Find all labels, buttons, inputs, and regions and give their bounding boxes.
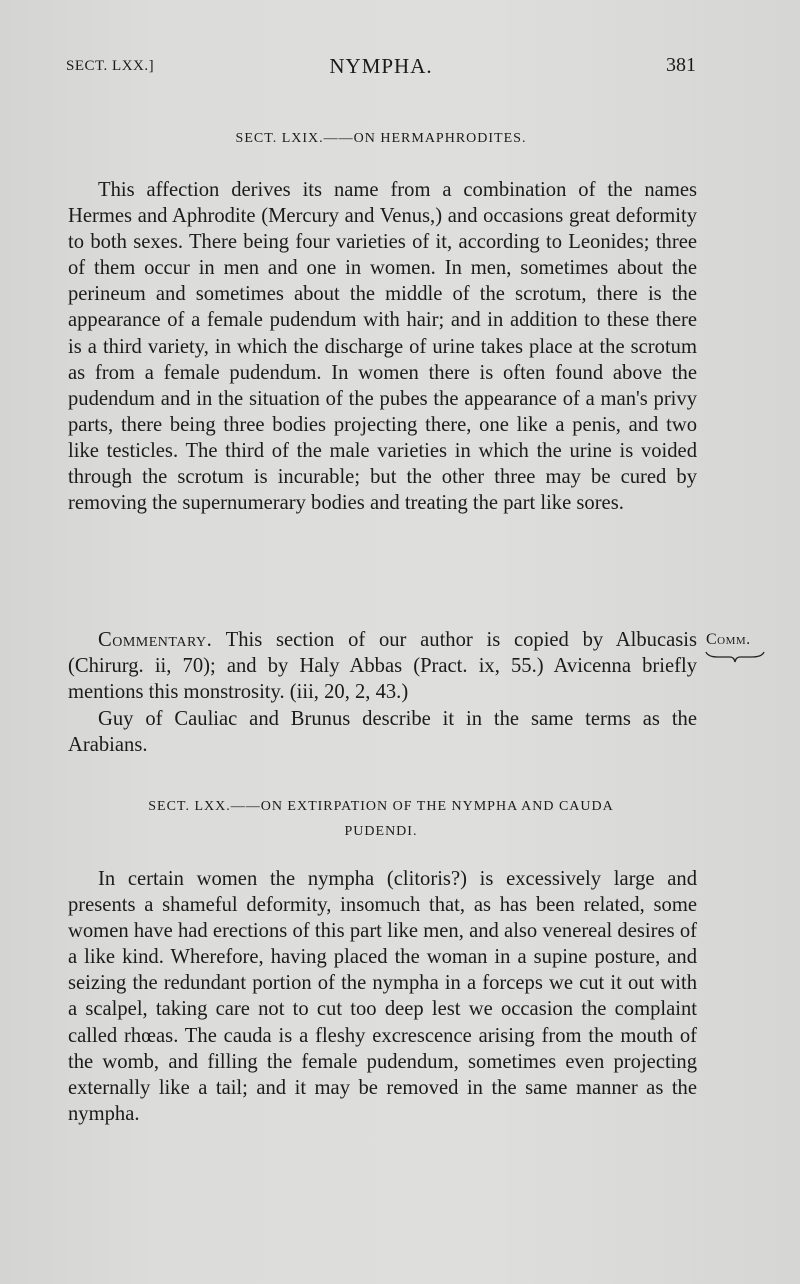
section-69-heading: SECT. LXIX.——ON HERMAPHRODITES. bbox=[235, 131, 527, 146]
section-70-paragraph bbox=[68, 866, 697, 1127]
commentary-text-2: Guy of Cauliac and Brunus describe it in the same terms as the Arabians. bbox=[68, 708, 697, 757]
commentary-paragraph-2 bbox=[68, 706, 697, 758]
section-70-heading-line2: PUDENDI. bbox=[344, 824, 418, 839]
margin-note-comm bbox=[706, 631, 751, 649]
page-number: 381 bbox=[666, 54, 696, 76]
commentary-paragraph bbox=[68, 627, 697, 705]
section-69-text: This affection derives its name from a combination of the names Hermes and Aphrodite (Mercury and Venus,) and occasions great deformity to both sexes. There being four varieties of it, according to Leonides; three of them occur in men and one in women. In men, sometimes about the perineum and sometimes about the middle of the scrotum, there is the appearance of a female pudendum with hair; and in addition to these there is a third variety, in which the discharge of urine takes place at the scrotum as from a female pudendum. In women there is often found above the pudendum and in the situation of the pubes the appearance of a man's privy parts, there being three bodies projecting there, one like a penis, and two like testicles. The third of the male varieties in which the urine is voided through the scrotum is incurable; but the other three may be cured by removing the supernumerary bodies and treating the part like sores. bbox=[68, 179, 697, 515]
running-head-section: SECT. LXX.] bbox=[66, 58, 155, 74]
commentary-label: Commentary. bbox=[98, 629, 213, 651]
section-70-text: In certain women the nympha (clitoris?) is excessively large and presents a shameful deformity, insomuch that, as has been related, some women have had erections of this part like men, and also venereal desires of a like kind. Wherefore, having placed the woman in a supine posture, and seizing the redundant portion of the nympha in a forceps we cut it out with a scalpel, taking care not to cut too deep lest we occasion the complaint called rhœas. The cauda is a fleshy excrescence arising from the mouth of the womb, and filling the female pudendum, sometimes even projecting externally like a tail; and it may be removed in the same manner as the nympha. bbox=[68, 868, 697, 1125]
margin-brace-icon bbox=[704, 650, 766, 664]
margin-note-label: Comm. bbox=[706, 631, 751, 648]
section-70-heading-line1: SECT. LXX.——ON EXTIRPATION OF THE NYMPHA AND CAUDA bbox=[148, 799, 614, 814]
section-69-paragraph bbox=[68, 177, 697, 516]
running-head-title: NYMPHA. bbox=[329, 54, 433, 78]
running-head bbox=[66, 54, 696, 82]
commentary-text: This section of our author is copied by Albucasis (Chirurg. ii, 70); and by Haly Abbas (Pract. ix, 55.) Avicenna briefly mentions this monstrosity. (iii, 20, 2, 43.) bbox=[68, 629, 698, 704]
